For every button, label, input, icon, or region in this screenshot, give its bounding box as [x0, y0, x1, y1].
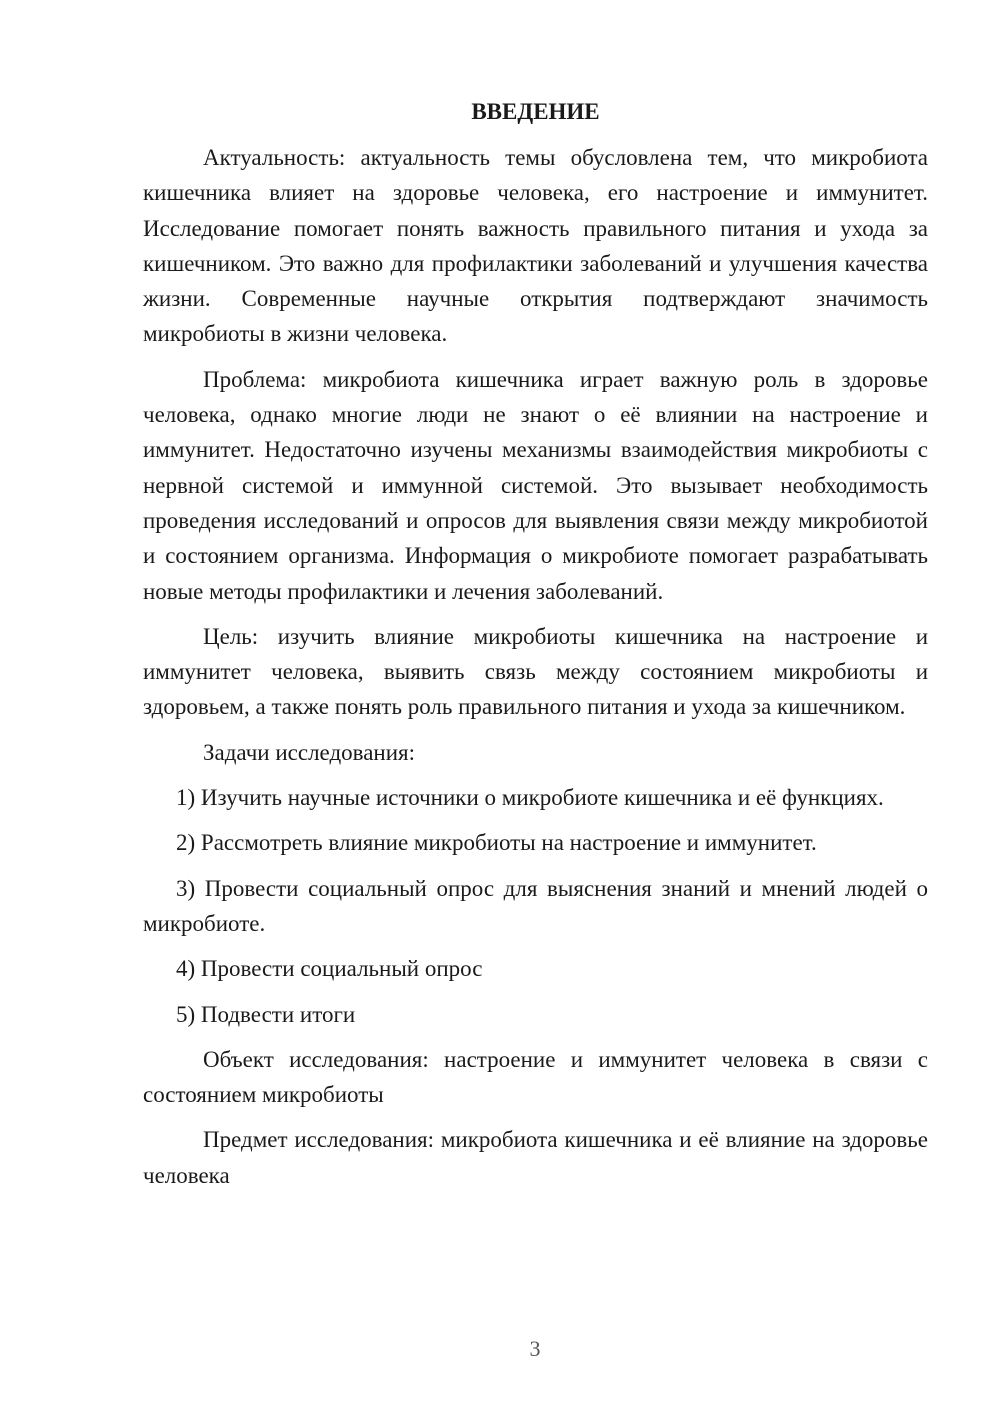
- task-item-3: 3) Провести социальный опрос для выяснения знаний и мнений людей о микробиоте.: [143, 875, 928, 936]
- object-paragraph: Объект исследования: настроение и иммунитет человека в связи с состоянием микробиоты: [143, 1046, 928, 1108]
- goal-paragraph: Цель: изучить влияние микробиоты кишечника на настроение и иммунитет человека, выявить связь между состоянием микробиоты и здоровьем, а также понять роль правильного питания и ухода за кишечником.: [143, 623, 928, 720]
- task-item-1: 1) Изучить научные источники о микробиоте кишечника и её функциях.: [176, 785, 884, 811]
- page-number: 3: [529, 1336, 541, 1361]
- task-item-2: 2) Рассмотреть влияние микробиоты на настроение и иммунитет.: [176, 830, 817, 856]
- problem-paragraph: Проблема: микробиота кишечника играет важную роль в здоровье человека, однако многие люди не знают о её влиянии на настроение и иммунитет. Недостаточно изучены механизмы взаимодействия микробиоты с нервной системой и иммунной системой. Это вызывает необходимость проведения исследований и опросов для выявления связи между микробиотой и состоянием организма. Информация о микробиоте помогает разрабатывать новые методы профилактики и лечения заболеваний.: [143, 366, 928, 604]
- tasks-list: [143, 780, 928, 1032]
- tasks-heading: Задачи исследования:: [203, 739, 416, 765]
- task-item-5: 5) Подвести итоги: [176, 1001, 356, 1027]
- relevance-paragraph: Актуальность: актуальность темы обусловлена тем, что микробиота кишечника влияет на здоровье человека, его настроение и иммунитет. Исследование помогает понять важность правильного питания и ухода за кишечником. Это важно для профилактики заболеваний и улучшения качества жизни. Современные научные открытия подтверждают значимость микробиоты в жизни человека.: [143, 145, 928, 347]
- subject-paragraph: Предмет исследования: микробиота кишечника и её влияние на здоровье человека: [143, 1127, 928, 1188]
- task-item-4: 4) Провести социальный опрос: [176, 956, 483, 982]
- section-title: ВВЕДЕНИЕ: [471, 99, 600, 124]
